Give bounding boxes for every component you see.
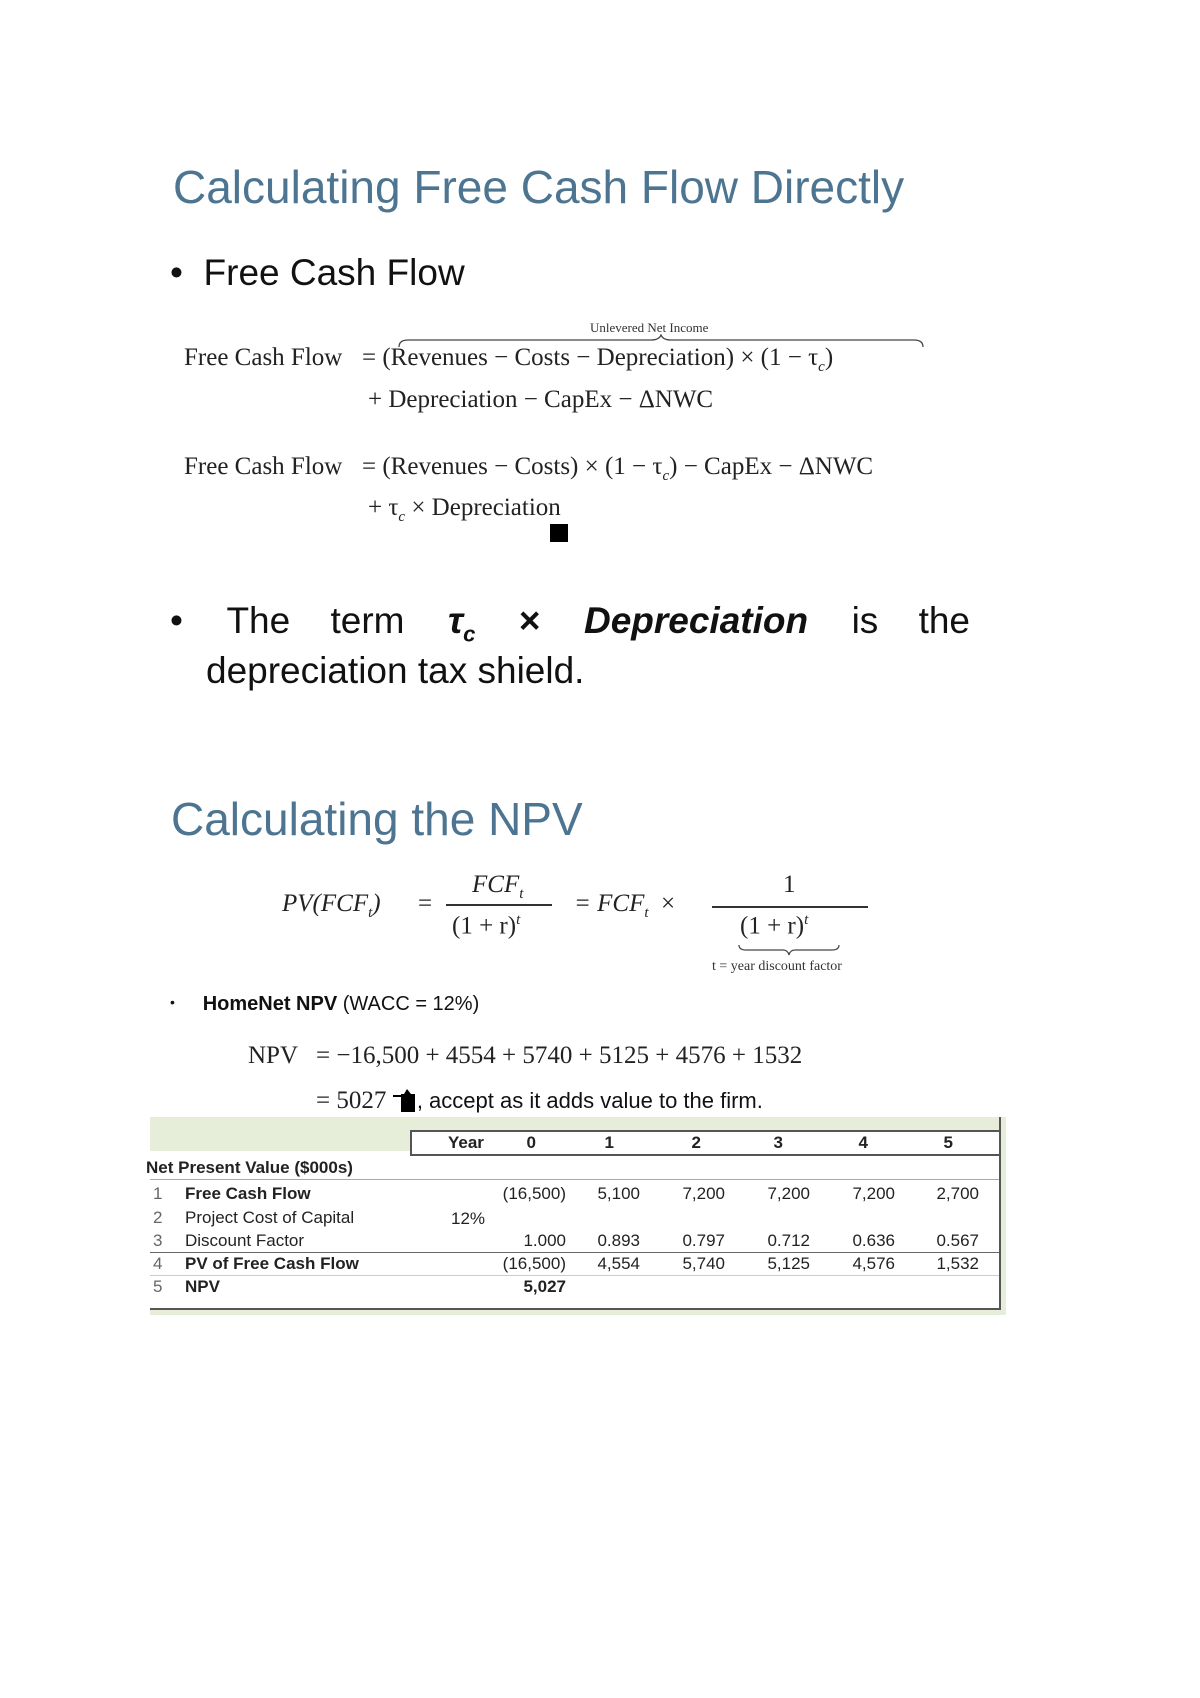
pv-denominator: $(1 + r)^t$: [452, 912, 521, 940]
eq2-line2: + $\tau_c$ × Depreciation: [368, 494, 561, 525]
table-cell: 4,554: [597, 1254, 640, 1273]
pv-denominator-2: $(1 + r)^t$: [740, 912, 809, 940]
year-header-2: 2: [691, 1133, 701, 1152]
table-cell: 0.567: [936, 1231, 979, 1250]
pv-one: 1: [783, 871, 796, 898]
times-symbol: ×: [518, 600, 541, 641]
year-header-5: 5: [943, 1133, 953, 1152]
row-label: PV of Free Cash Flow: [185, 1254, 359, 1273]
table-cell: 1.000: [523, 1231, 566, 1250]
table-cell: 5,125: [767, 1254, 810, 1273]
table-cell: 4,576: [852, 1254, 895, 1273]
table-cell: 7,200: [682, 1184, 725, 1203]
table-cell: (16,500): [502, 1184, 566, 1203]
bullet-tax-shield-line2: depreciation tax shield.: [206, 650, 585, 691]
eq1-line2: + Depreciation − CapEx − ΔNWC: [368, 386, 714, 413]
table-cell: 5,100: [597, 1184, 640, 1203]
pv-middle: = $FCF_t$ ×: [574, 890, 676, 921]
row-rate: 12%: [451, 1209, 486, 1228]
row-number: 1: [153, 1184, 163, 1203]
npv-line1: = −16,500 + 4554 + 5740 + 5125 + 4576 + 1532: [316, 1042, 803, 1069]
year-header-0: 0: [526, 1133, 536, 1152]
eq2-lhs: Free Cash Flow: [184, 453, 343, 480]
pv-lhs: $PV(FCF_t)$: [282, 890, 381, 921]
bullet-free-cash-flow: [170, 252, 465, 294]
pv-numerator: $FCF_t$: [472, 871, 524, 902]
cursor-arrow-icon: [391, 1088, 417, 1114]
table-cell: (16,500): [502, 1254, 566, 1273]
table-cell: 0.636: [852, 1231, 895, 1250]
bullet-dot: •: [170, 252, 183, 293]
bullet-text: Free Cash Flow: [203, 252, 465, 293]
stop-square-icon: [550, 524, 568, 542]
is-the-words: is the: [851, 600, 970, 641]
year-header-box: [410, 1130, 999, 1156]
bullet-dot: •: [170, 994, 175, 1010]
table-cell: 7,200: [767, 1184, 810, 1203]
eq1-line1: = (Revenues − Costs − Depreciation) × $(1 - \tau_c)$: [362, 344, 834, 375]
unlevered-net-income-label: Unlevered Net Income: [590, 320, 709, 335]
fraction-bar-2: [712, 906, 868, 908]
underbrace: [738, 944, 840, 956]
bullet-dot: •: [170, 600, 183, 641]
tau-symbol: $\tau_c$: [447, 600, 476, 647]
depreciation-word: Depreciation: [583, 600, 809, 641]
term-word: The term: [226, 600, 405, 641]
fraction-bar-1: [446, 904, 552, 906]
row-number: 3: [153, 1231, 163, 1250]
year-header-3: 3: [773, 1133, 783, 1152]
npv-table: [146, 1117, 1006, 1315]
table-cell: 0.712: [767, 1231, 810, 1250]
year-label: Year: [448, 1133, 484, 1152]
row-label: NPV: [185, 1277, 220, 1296]
row-number: 4: [153, 1254, 163, 1273]
bullet-tax-shield: [170, 600, 970, 647]
year-header-1: 1: [604, 1133, 614, 1152]
table-cell: 0.797: [682, 1231, 725, 1250]
table-cell: 1,532: [936, 1254, 979, 1273]
eq1-lhs: Free Cash Flow: [184, 344, 343, 371]
section-title-npv: Calculating the NPV: [171, 793, 583, 845]
table-cell: 5,740: [682, 1254, 725, 1273]
row-label: Discount Factor: [185, 1231, 305, 1250]
eq2-line1: = (Revenues − Costs) × $(1 - \tau_c)$ − CapEx − ΔNWC: [362, 453, 874, 484]
row-number: 5: [153, 1277, 163, 1296]
row-label: Project Cost of Capital: [185, 1208, 355, 1227]
npv-line2: = 5027 , accept as it adds value to the firm.: [316, 1087, 763, 1114]
table-cell: 7,200: [852, 1184, 895, 1203]
section-title-fcf: Calculating Free Cash Flow Directly: [173, 161, 905, 213]
row-label: Free Cash Flow: [185, 1184, 311, 1203]
table-cell: 0.893: [597, 1231, 640, 1250]
pv-equals: =: [418, 890, 433, 917]
table-section-label: Net Present Value ($000s): [146, 1158, 353, 1177]
year-header-4: 4: [858, 1133, 868, 1152]
pv-note: t = year discount factor: [712, 959, 842, 974]
homenet-bullet: • HomeNet NPV (WACC = 12%): [170, 993, 480, 1015]
table-cell: 5,027: [523, 1277, 566, 1296]
row-number: 2: [153, 1208, 163, 1227]
npv-lhs: NPV: [248, 1042, 299, 1069]
table-cell: 2,700: [936, 1184, 979, 1203]
